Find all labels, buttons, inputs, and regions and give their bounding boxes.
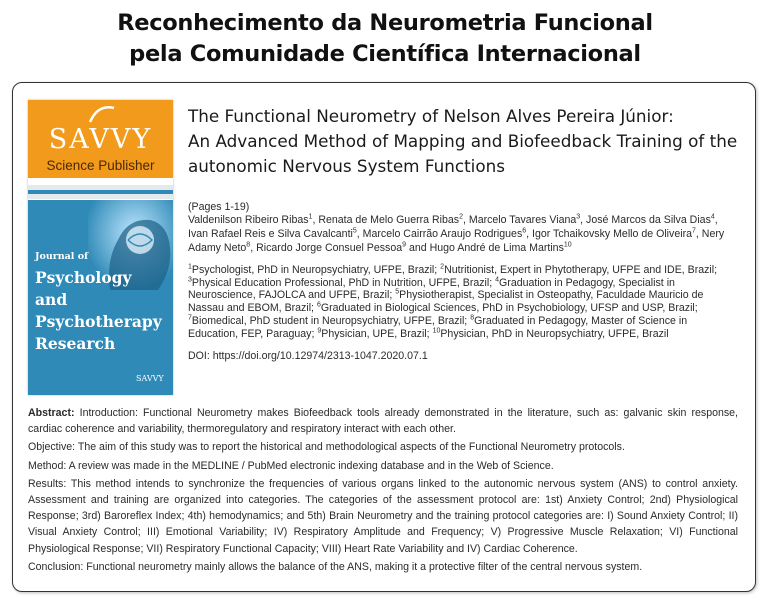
affiliation-text: Graduation in Pedagogy, Specialist in Neuroscience, FAJOLCA and UFPE, Brazil; — [188, 276, 675, 302]
affiliation-text: Physiotherapist, Specialist in Osteopathy, Faculdade Mauricio de Nassau and EBOM, Brazil; — [188, 289, 704, 315]
affiliation-text: Physician, PhD in Neuropsychiatry, UFPE, Brazil — [440, 327, 669, 340]
affiliation-number: 2 — [440, 263, 445, 271]
abstract-results: Results: This method intends to synchronize the frequencies of various organs linked to the autonomic nervous system (ANS) to control anxiety. Assessment and training are organized into categories. The categories of the assessment protocol are: 1st) Anxiety Control; 2nd) Physiological Response; 3rd) Baroreflex Index; 4th) hemodynamics; and 5th) Brain Neurometry and the training protocol categories are: I) Sound Anxiety Control; II) Visual Anxiety Control; III) Emotional Variability; IV) Respiratory Amplitude and Frequency; V) Progressive Muscle Relaxation; VI) Functional Physiological Response; VII) Respiratory Functional Capacity; VIII) Heart Rate Variability and IV) Cardiac Coherence. — [28, 477, 738, 555]
author-affiliation-number: 9 — [402, 241, 407, 249]
affiliation-list — [188, 264, 740, 340]
logo-swoosh-icon — [88, 104, 116, 126]
journal-title-line-2: Psychology and — [35, 268, 132, 309]
affiliation-number: 1 — [188, 263, 192, 271]
affiliation-number: 4 — [495, 276, 500, 284]
journal-title-line-3: Psychotherapy Research — [35, 312, 162, 353]
author-name: Marcelo Cairrão Araujo Rodrigues — [362, 227, 523, 240]
affiliation-number: 10 — [432, 326, 441, 334]
doi-link[interactable]: DOI: https://doi.org/10.12974/2313-1047.2020.07.1 — [188, 350, 428, 362]
cover-savvy-logo: SAVVY — [136, 374, 164, 383]
affiliation-text: Physician, UPE, Brazil; — [321, 327, 433, 340]
author-affiliation-number: 1 — [308, 213, 313, 221]
publisher-banner — [28, 100, 173, 178]
affiliation-text: Psychologist, PhD in Neuropsychiatry, UFPE, Brazil; — [191, 264, 441, 276]
journal-title-line-1: Journal of — [35, 251, 89, 262]
journal-cover — [28, 100, 173, 395]
publisher-subtitle: Science Publisher — [46, 158, 155, 173]
author-name: Valdenilson Ribeiro Ribas — [188, 214, 309, 226]
author-name: Nery Adamy Neto — [188, 227, 725, 254]
abstract-introduction: Introduction: Functional Neurometry makes Biofeedback tools already demonstrated in the literature, such as: galvanic skin response, cardiac coherence and variability, thermoregulatory and respiratory interact with each other. — [28, 407, 738, 436]
paper-title-line-3: autonomic Nervous System Functions — [188, 156, 505, 176]
paper-title-line-1: The Functional Neurometry of Nelson Alves Pereira Júnior: — [188, 106, 674, 126]
affiliation-number: 3 — [188, 276, 192, 284]
cover-body — [28, 200, 173, 395]
abstract-intro — [28, 405, 738, 437]
affiliation-number: 7 — [188, 314, 192, 322]
paper-title-line-2: An Advanced Method of Mapping and Biofeedback Training of the — [188, 131, 738, 151]
author-name: Ivan Rafael Reis e Silva Cavalcanti — [188, 227, 353, 240]
abstract-objective: Objective: The aim of this study was to report the historical and methodological aspects of the Functional Neurometry protocols. — [28, 441, 625, 454]
author-name: Hugo André de Lima Martins — [429, 241, 564, 254]
author-affiliation-number: 6 — [522, 227, 527, 235]
author-affiliation-number: 2 — [459, 213, 463, 221]
author-name: Igor Tchaikovsky Mello de Oliveira — [532, 227, 692, 240]
journal-title-main — [35, 267, 167, 355]
affiliation-text: Physical Education Professional, PhD in Nutrition, UFPE, Brazil; — [191, 276, 496, 289]
affiliation-number: 8 — [470, 314, 475, 322]
author-affiliation-number: 4 — [710, 213, 715, 221]
affiliation-number: 5 — [395, 288, 400, 296]
author-name: Renata de Melo Guerra Ribas — [318, 214, 460, 226]
headline-line-1: Reconhecimento da Neurometria Funcional — [117, 10, 653, 36]
author-affiliation-number: 7 — [692, 227, 696, 235]
headline — [0, 8, 770, 70]
author-affiliation-number: 5 — [352, 227, 357, 235]
affiliation-number: 6 — [316, 301, 321, 309]
publisher-logo: SAVVY — [48, 124, 153, 155]
paper-title — [188, 104, 748, 179]
author-name: Marcelo Tavares Viana — [468, 214, 577, 226]
author-affiliation-number: 10 — [563, 241, 572, 249]
author-list: Valdenilson Ribeiro Ribas$^1$, Renata de Melo Guerra Ribas$^2$, Marcelo Tavares Viana$^3$, José Marcos da Silva Dias$^4$, Ivan Rafael Reis e Silva Cavalcanti$^5$, Marcelo Cairrão Araujo Rodrigues$^6$, Igor Tchaikovsky Mello de Oliveira$^7$, Nery Adamy Neto$^8$, Ricardo Jorge Consuel Pessoa$^9$ and Hugo André de Lima Martins$^{10}$ — [188, 213, 725, 254]
cover-stripe-band — [28, 185, 173, 199]
abstract-method: Method: A review was made in the MEDLINE / PubMed electronic indexing database and in the Web of Science. — [28, 459, 554, 472]
headline-line-2: pela Comunidade Científica Internacional — [129, 41, 641, 67]
affiliation-text: Graduated in Biological Sciences, PhD in Psychobiology, UFSP and USP, Brazil; — [320, 302, 698, 315]
author-name: José Marcos da Silva Dias — [586, 214, 711, 226]
abstract-conclusion: Conclusion: Functional neurometry mainly allows the balance of the ANS, making it a protective filter of the central nervous system. — [28, 560, 643, 573]
page-range: (Pages 1-19) — [188, 201, 250, 213]
abstract — [28, 405, 738, 577]
affiliation-text: Graduated in Pedagogy, Master of Science in Education, FEP, Paraguay; — [188, 314, 688, 340]
affiliation-number: 9 — [317, 326, 322, 334]
author-affiliation-number: 3 — [576, 213, 581, 221]
author-affiliation-number: 8 — [246, 241, 251, 249]
author-name: Ricardo Jorge Consuel Pessoa — [256, 241, 403, 254]
abstract-label: Abstract: — [28, 407, 75, 419]
affiliation-text: Biomedical, PhD student in Neuropsychiatry, UFPE, Brazil; — [191, 314, 471, 327]
affiliation-text: Nutritionist, Expert in Phytotherapy, UFPE and IDE, Brazil; — [444, 264, 718, 276]
journal-title — [35, 250, 167, 355]
